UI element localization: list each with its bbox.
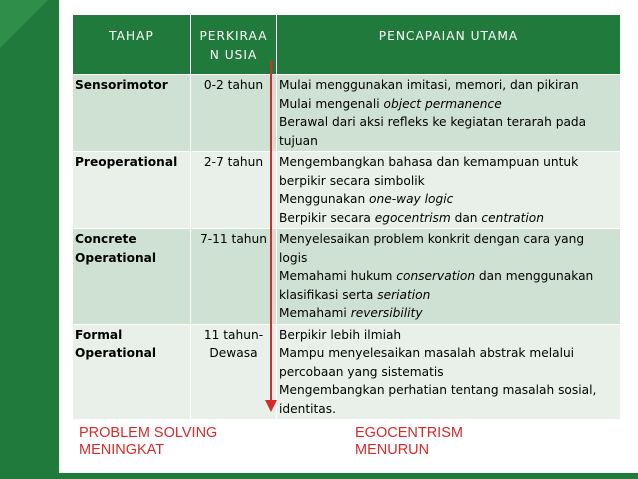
achievement-line [279,363,618,382]
achievement-text: dan [450,210,482,225]
stage-name-line: Operational [75,346,157,360]
achievement-line [279,326,618,345]
achievement-line [279,172,618,191]
achievement-line [279,132,618,151]
header-usia [191,15,277,75]
egocentrism-label [355,425,463,459]
age-line: 0-2 tahun [203,78,264,92]
achievement-term: one-way logic [369,192,454,206]
achievement-text: logis [279,250,308,265]
achievement-term: centration [481,210,544,225]
achievement-text: klasifikasi serta [279,287,378,302]
table-header-row [73,15,621,75]
age-cell [191,75,277,152]
stage-name-cell [73,324,191,420]
achievement-line [279,230,618,249]
achievement-line [279,286,618,305]
header-capaian: PENCAPAIAN UTAMA [277,15,621,75]
achievement-line [279,209,618,228]
achievement-text: Mengembangkan perhatian tentang masalah sosial, [279,383,597,397]
achievement-line [279,249,618,268]
arrow-down-icon [265,400,277,412]
achievement-text: Memahami [279,306,351,320]
achievement-line [279,153,618,172]
achievement-line [279,76,618,95]
achievement-line [279,267,618,286]
achievement-text: Mulai menggunakan imitasi, memori, dan pikiran [279,78,579,92]
decorative-side-bar [0,0,59,479]
achievement-text: Menggunakan [279,192,370,206]
achievement-line [279,190,618,209]
achievement-text: Berpikir lebih ilmiah [279,327,402,342]
achievement-text: tujuan [279,133,318,148]
age-cell [191,229,277,325]
table-row [73,229,621,325]
header-usia-line2: N USIA [209,47,258,62]
age-line: 2-7 tahun [203,155,264,169]
table-body [73,75,621,420]
achievement-cell [277,152,621,229]
achievement-cell [277,229,621,325]
age-cell [191,324,277,420]
achievement-text: Mampu menyelesaikan masalah abstrak melalui [279,346,575,360]
achievement-text: percobaan yang sistematis [279,364,444,379]
header-usia-line1: PERKIRAA [199,29,268,43]
achievement-term: seriation [377,287,431,302]
stage-name-cell [73,75,191,152]
stage-name-line: Concrete [75,232,137,246]
achievement-term: egocentrism [374,210,451,225]
age-line: Dewasa [209,346,258,360]
stage-name-line: Sensorimotor [75,78,168,92]
problem-solving-label [79,425,217,459]
decorative-corner [0,0,48,48]
achievement-text: Berawal dari aksi refleks ke kegiatan terarah pada [279,115,587,129]
age-line: 11 tahun- [203,327,264,342]
achievement-line [279,344,618,363]
red-arrow-line [270,60,272,406]
stage-name-cell [73,229,191,325]
stage-name-line: Preoperational [75,155,178,169]
achievement-term: object permanence [383,96,502,111]
achievement-cell [277,324,621,420]
stage-name-line: Operational [75,250,157,265]
achievement-term: conservation [396,269,476,283]
label-right-line1: EGOCENTRISM [355,425,463,441]
label-right-line2: MENURUN [355,442,430,458]
achievement-text: Memahami hukum [279,269,397,283]
stage-name-cell [73,152,191,229]
achievement-text: identitas. [279,401,336,416]
table-row [73,324,621,420]
table-row [73,75,621,152]
label-left-line2: MENINGKAT [79,442,165,458]
achievement-line [279,304,618,323]
achievement-text: Menyelesaikan problem konkrit dengan cara yang [279,232,585,246]
achievement-line [279,381,618,400]
development-stages-table [72,14,621,420]
achievement-line [279,95,618,114]
achievement-cell [277,75,621,152]
achievement-text: Mengembangkan bahasa dan kemampuan untuk [279,155,579,169]
achievement-text: berpikir secara simbolik [279,173,425,188]
achievement-line [279,400,618,419]
achievement-text: dan menggunakan [475,269,594,283]
age-cell [191,152,277,229]
decorative-bottom-strip [0,473,638,479]
table-row [73,152,621,229]
stage-name-line: Formal [75,327,123,342]
achievement-term: reversibility [350,306,423,320]
achievement-line [279,113,618,132]
age-line: 7-11 tahun [200,232,267,246]
achievement-text: Berpikir secara [279,210,375,225]
label-left-line1: PROBLEM SOLVING [79,425,218,441]
header-tahap: TAHAP [73,15,191,75]
achievement-text: Mulai mengenali [279,96,384,111]
